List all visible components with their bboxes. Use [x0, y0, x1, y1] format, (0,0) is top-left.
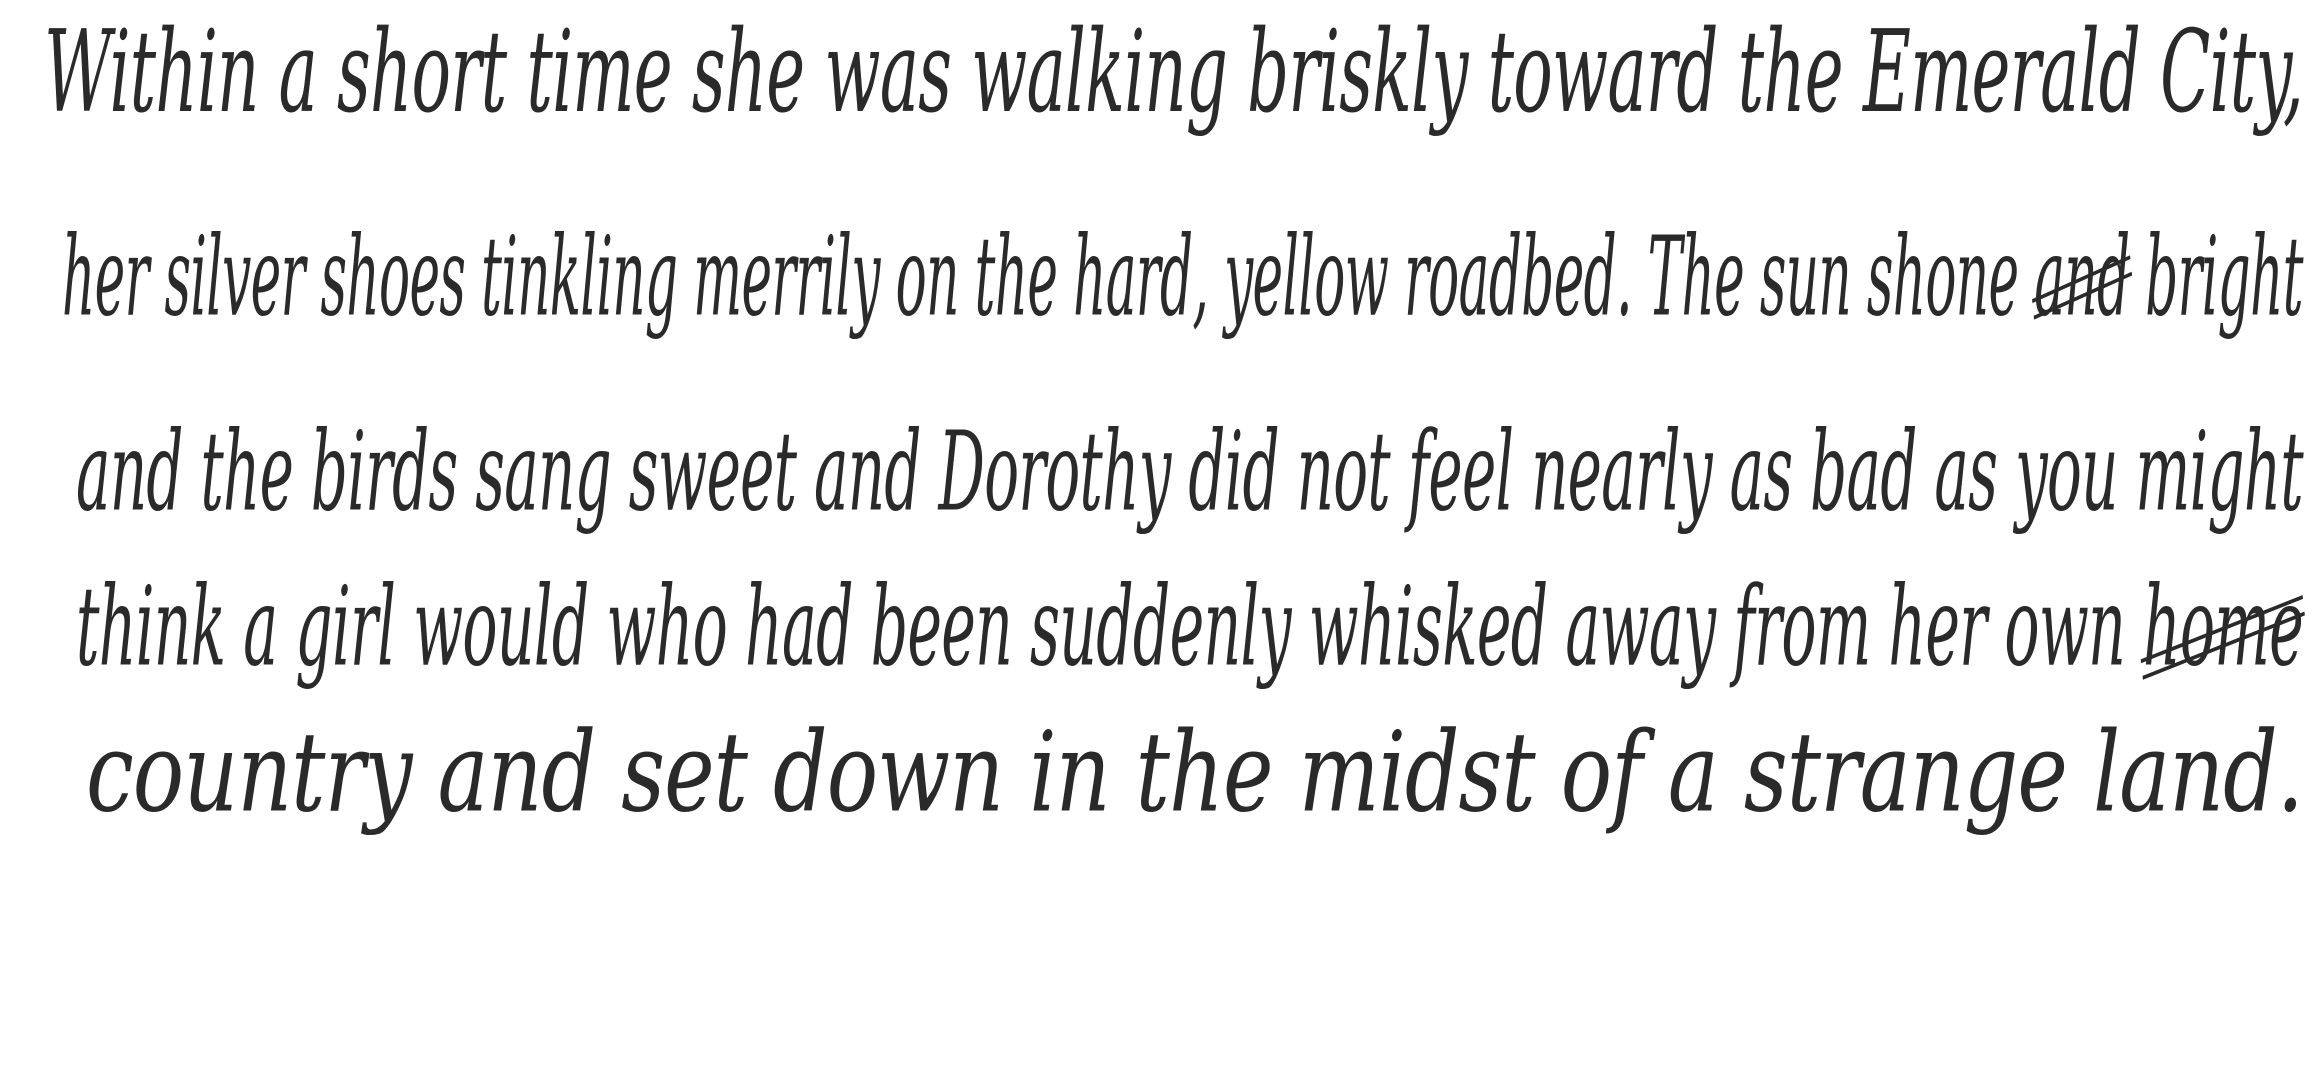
line-text-continued: bright: [2129, 213, 2303, 341]
struck-through-word: and: [2034, 213, 2130, 341]
handwritten-line-1: [44, 5, 2304, 139]
line-text: country and set down in the midst of a strange land.: [86, 707, 2303, 837]
line-text: her silver shoes tinkling merrily on the hard, yellow roadbed. The sun shone: [62, 213, 2035, 341]
struck-through-word: home: [2142, 563, 2304, 691]
line-text: and the birds sang sweet and Dorothy did not feel nearly as bad as you might: [76, 408, 2303, 536]
handwritten-line-4: [76, 563, 2304, 691]
handwritten-line-2: [62, 213, 2303, 341]
handwritten-line-5: [86, 707, 2303, 837]
line-text: Within a short time she was walking briskly toward the Emerald City,: [44, 5, 2304, 139]
line-text: think a girl would who had been suddenly whisked away from her own: [76, 563, 2143, 691]
handwritten-line-3: [76, 408, 2303, 536]
